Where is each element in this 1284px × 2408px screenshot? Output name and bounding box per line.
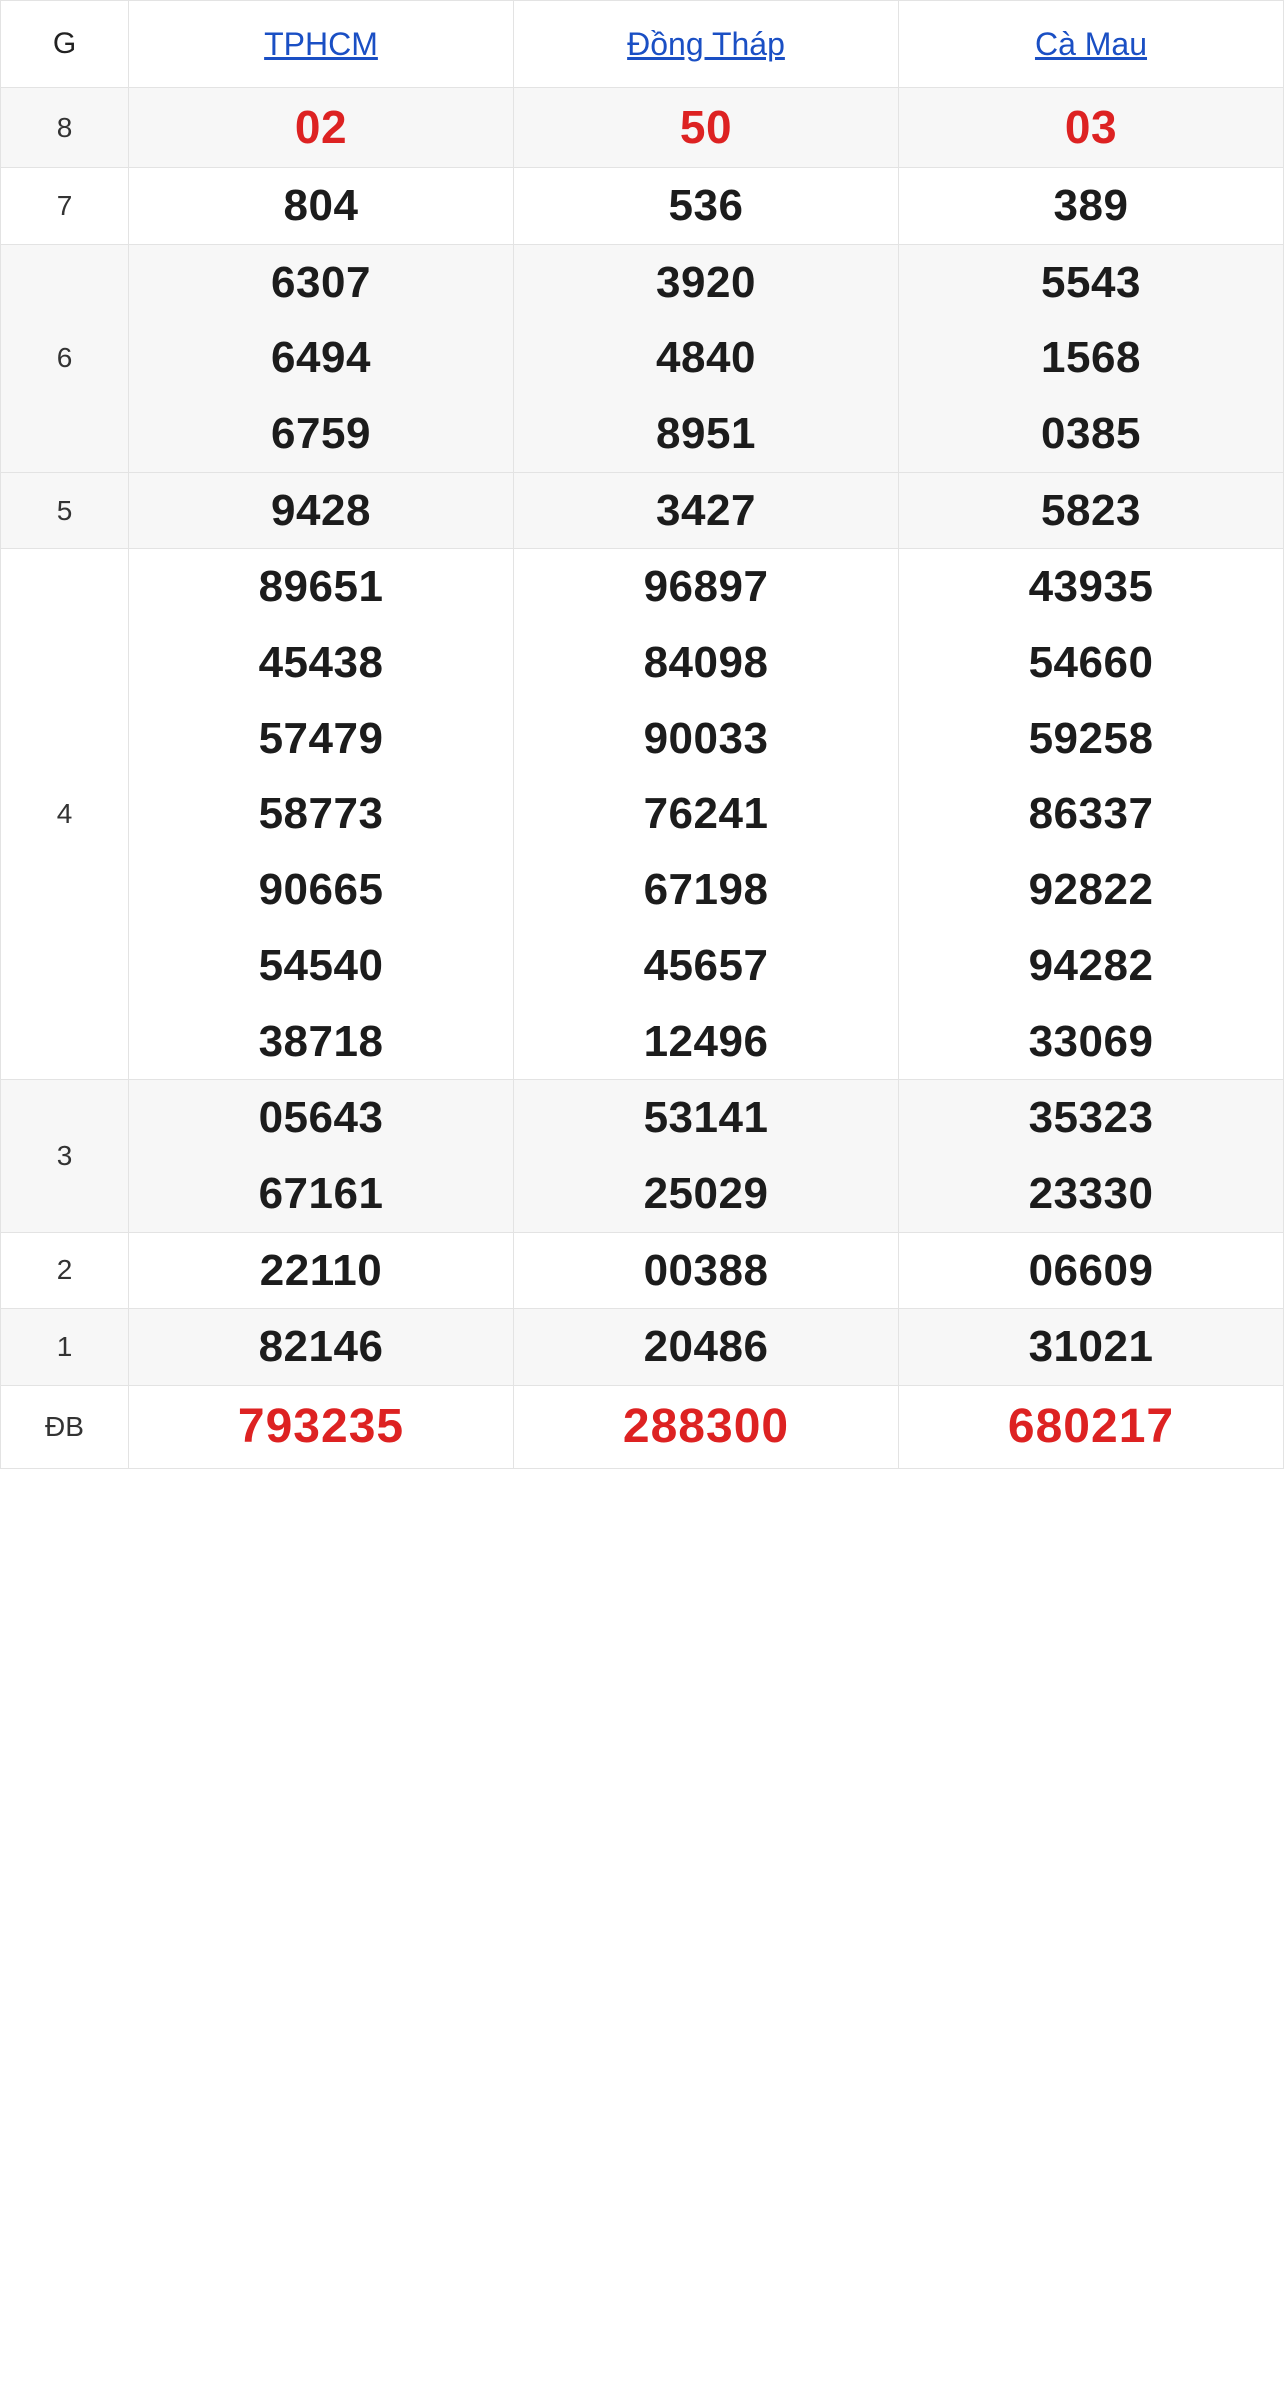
result-cell: [514, 88, 899, 168]
table-row: [1, 1232, 1284, 1309]
result-cell: [899, 1080, 1284, 1232]
prize-label: 3: [1, 1080, 129, 1232]
result-number: 45438: [258, 638, 384, 688]
result-cell: [129, 1309, 514, 1386]
result-number: 06609: [1028, 1245, 1154, 1295]
prize-label: 1: [1, 1309, 129, 1386]
result-number: 288300: [622, 1399, 790, 1453]
province-header-dongthap: [514, 1, 899, 88]
result-cell: [899, 1309, 1284, 1386]
result-cell: [129, 88, 514, 168]
prize-label: 6: [1, 244, 129, 472]
result-number: 4840: [656, 333, 756, 383]
result-number: 58773: [258, 789, 384, 839]
result-number: 92822: [1028, 865, 1154, 915]
table-row: [1, 244, 1284, 472]
result-number: 3427: [656, 485, 756, 535]
result-cell: [129, 1385, 514, 1469]
result-number: 9428: [271, 485, 371, 535]
result-number: 22110: [259, 1245, 383, 1295]
result-cell: [129, 1080, 514, 1232]
result-number: 680217: [1007, 1399, 1175, 1453]
prize-label: 2: [1, 1232, 129, 1309]
result-number: 94282: [1028, 940, 1154, 990]
result-cell: [899, 1232, 1284, 1309]
result-number: 96897: [643, 562, 769, 612]
result-number: 76241: [643, 789, 769, 839]
result-cell: [899, 244, 1284, 472]
prize-label: 4: [1, 549, 129, 1080]
table-row: [1, 1309, 1284, 1386]
result-cell: [899, 472, 1284, 549]
result-number: 82146: [258, 1322, 384, 1372]
result-number: 90665: [258, 865, 384, 915]
result-number: 33069: [1028, 1016, 1154, 1066]
result-number: 20486: [643, 1322, 769, 1372]
result-number: 54660: [1028, 638, 1154, 688]
result-number: 67161: [258, 1168, 384, 1218]
result-number: 54540: [258, 940, 384, 990]
result-number: 5823: [1041, 485, 1141, 535]
result-number: 02: [294, 101, 348, 153]
result-number: 43935: [1028, 562, 1154, 612]
result-cell: [514, 1232, 899, 1309]
prize-column-header: G: [1, 1, 129, 88]
province-link-tphcm[interactable]: TPHCM: [264, 25, 378, 62]
result-cell: [129, 1232, 514, 1309]
table-row: [1, 1385, 1284, 1469]
result-cell: [514, 1385, 899, 1469]
result-cell: [514, 244, 899, 472]
result-number: 89651: [258, 562, 384, 612]
table-header: [1, 1, 1284, 88]
result-number: 53141: [643, 1093, 769, 1143]
result-number: 31021: [1028, 1322, 1154, 1372]
result-number: 35323: [1028, 1093, 1154, 1143]
result-number: 1568: [1041, 333, 1141, 383]
result-number: 5543: [1041, 257, 1141, 307]
result-number: 84098: [643, 638, 769, 688]
result-cell: [899, 88, 1284, 168]
result-number: 3920: [656, 257, 756, 307]
result-cell: [514, 1309, 899, 1386]
prize-label: 5: [1, 472, 129, 549]
result-number: 536: [668, 181, 744, 231]
province-link-dongthap[interactable]: Đồng Tháp: [627, 25, 785, 62]
result-cell: [899, 1385, 1284, 1469]
table-row: [1, 168, 1284, 245]
result-number: 389: [1053, 181, 1129, 231]
result-cell: [129, 472, 514, 549]
result-cell: [514, 472, 899, 549]
result-number: 23330: [1028, 1168, 1154, 1218]
result-number: 12496: [643, 1016, 769, 1066]
header-row: [1, 1, 1284, 88]
result-number: 6307: [271, 257, 371, 307]
prize-label: ĐB: [1, 1385, 129, 1469]
result-number: 804: [283, 181, 359, 231]
province-header-camau: [899, 1, 1284, 88]
result-number: 45657: [643, 940, 769, 990]
result-number: 67198: [643, 865, 769, 915]
result-number: 50: [679, 101, 733, 153]
province-header-tphcm: [129, 1, 514, 88]
result-cell: [129, 244, 514, 472]
result-cell: [899, 168, 1284, 245]
result-number: 57479: [258, 713, 384, 763]
result-number: 6494: [271, 333, 371, 383]
table-row: [1, 88, 1284, 168]
province-link-camau[interactable]: Cà Mau: [1034, 25, 1148, 62]
result-cell: [899, 549, 1284, 1080]
result-number: 38718: [258, 1016, 384, 1066]
result-cell: [129, 168, 514, 245]
result-number: 05643: [258, 1093, 384, 1143]
table-row: [1, 1080, 1284, 1232]
table-body: [1, 88, 1284, 1469]
result-cell: [129, 549, 514, 1080]
result-number: 90033: [643, 713, 769, 763]
result-number: 03: [1064, 101, 1118, 153]
result-number: 00388: [643, 1245, 769, 1295]
result-cell: [514, 549, 899, 1080]
table-row: [1, 472, 1284, 549]
result-number: 86337: [1028, 789, 1154, 839]
result-cell: [514, 168, 899, 245]
prize-label: 8: [1, 88, 129, 168]
result-number: 6759: [271, 409, 371, 459]
result-number: 0385: [1041, 409, 1141, 459]
result-number: 25029: [643, 1168, 769, 1218]
result-number: 59258: [1028, 713, 1154, 763]
prize-label: 7: [1, 168, 129, 245]
result-cell: [514, 1080, 899, 1232]
result-number: 793235: [237, 1399, 405, 1453]
result-number: 8951: [656, 409, 756, 459]
table-row: [1, 549, 1284, 1080]
